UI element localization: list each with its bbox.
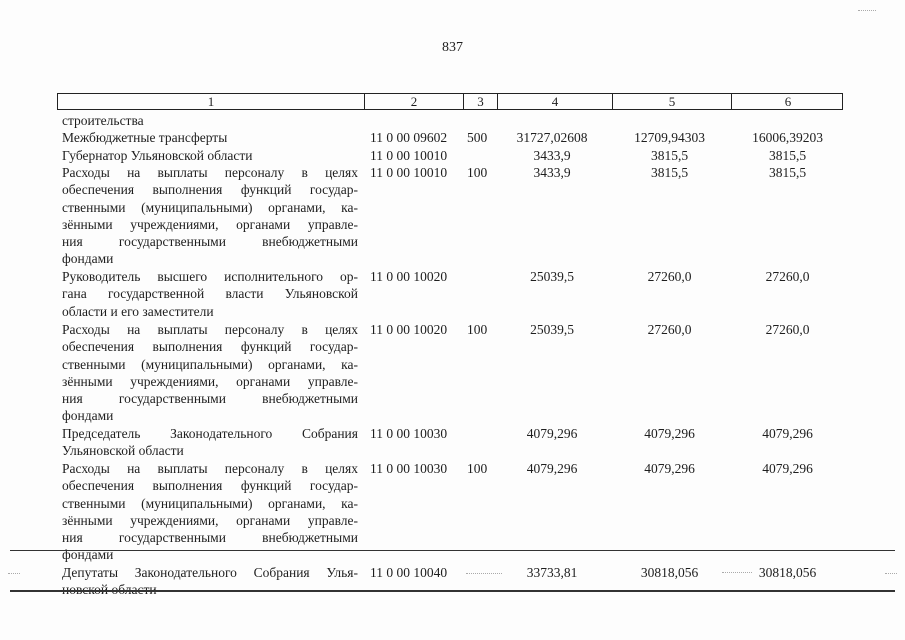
row-code: 11 0 00 09602 xyxy=(370,130,448,145)
row-vr: 500 xyxy=(467,130,488,145)
row-value-2024: 33733,81 xyxy=(526,565,578,580)
row-value-2025: 3815,5 xyxy=(650,165,689,180)
scan-mark xyxy=(466,573,502,574)
row-code: 11 0 00 10010 xyxy=(370,148,448,163)
row-value-2025: 12709,94303 xyxy=(634,130,705,145)
row-vr: 100 xyxy=(467,165,488,180)
row-name-line: Расходы на выплаты персоналу в целях xyxy=(62,322,358,337)
header-col-4: 4 xyxy=(497,94,612,109)
table-header xyxy=(57,93,843,110)
row-name-line: фондами xyxy=(62,251,114,267)
scan-mark xyxy=(858,10,876,11)
page-break-line xyxy=(10,590,895,592)
row-name xyxy=(62,460,358,564)
row-name xyxy=(62,564,358,599)
row-value-2024: 31727,02608 xyxy=(516,130,588,145)
row-name-line: зёнными учреждениями, органами управле- xyxy=(62,373,358,389)
row-code: 11 0 00 10020 xyxy=(370,322,448,337)
row-name-line: ния государственными внебюджетными xyxy=(62,391,358,407)
row-name-line: обеспечения выполнения функций государ- xyxy=(62,182,358,198)
row-name-line: обеспечения выполнения функций государ- xyxy=(62,478,358,494)
header-col-3: 3 xyxy=(463,94,497,109)
row-name xyxy=(62,425,358,460)
row-vr: 100 xyxy=(467,322,488,337)
row-name-line: ственными (муниципальными) органами, ка- xyxy=(62,356,358,372)
header-col-6: 6 xyxy=(731,94,844,109)
row-value-2025: 3815,5 xyxy=(650,148,689,163)
row-name xyxy=(62,268,358,320)
scan-mark xyxy=(8,573,20,574)
row-name-line: Губернатор Ульяновской области xyxy=(62,148,253,163)
row-value-2026: 4079,296 xyxy=(762,426,813,441)
row-value-2025: 30818,056 xyxy=(640,565,699,580)
row-name-line: Межбюджетные трансферты xyxy=(62,130,228,145)
scan-mark xyxy=(885,573,897,574)
row-name-line: фондами xyxy=(62,408,114,424)
row-name-line: Расходы на выплаты персоналу в целях xyxy=(62,165,358,180)
row-code: 11 0 00 10030 xyxy=(370,426,448,441)
row-name-line: строительства xyxy=(62,113,144,128)
row-value-2026: 3815,5 xyxy=(768,148,807,163)
row-name-line: новской области xyxy=(62,582,157,598)
row-name-line: Расходы на выплаты персоналу в целях xyxy=(62,461,358,476)
row-vr: 100 xyxy=(467,461,488,476)
row-value-2024: 25039,5 xyxy=(530,322,574,337)
row-name-line: фондами xyxy=(62,547,114,563)
row-value-2026: 16006,39203 xyxy=(752,130,823,145)
row-code: 11 0 00 10020 xyxy=(370,269,448,284)
row-name xyxy=(62,112,358,129)
row-name-line: ственными (муниципальными) органами, ка- xyxy=(62,495,358,511)
row-value-2026: 27260,0 xyxy=(765,322,810,337)
row-name xyxy=(62,164,358,268)
row-value-2024: 4079,296 xyxy=(526,426,578,441)
page-number: 837 xyxy=(442,40,463,55)
row-name-line: Руководитель высшего исполнительного ор- xyxy=(62,269,358,284)
row-value-2024: 25039,5 xyxy=(530,269,574,284)
page-break-line xyxy=(10,550,895,551)
row-name-line: обеспечения выполнения функций государ- xyxy=(62,339,358,355)
row-name xyxy=(62,129,358,146)
header-col-1: 1 xyxy=(207,94,215,109)
scan-mark xyxy=(722,572,752,573)
row-name-line: ственными (муниципальными) органами, ка- xyxy=(62,199,358,215)
header-col-2: 2 xyxy=(364,94,463,109)
row-name-line: Председатель Законодательного Собрания xyxy=(62,426,358,441)
row-value-2026: 3815,5 xyxy=(768,165,807,180)
row-value-2026: 4079,296 xyxy=(762,461,813,476)
row-value-2025: 27260,0 xyxy=(647,322,692,337)
row-name xyxy=(62,147,358,164)
row-name-line: зёнными учреждениями, органами управле- xyxy=(62,216,358,232)
row-value-2024: 3433,9 xyxy=(533,165,571,180)
row-value-2024: 4079,296 xyxy=(526,461,578,476)
row-code: 11 0 00 10010 xyxy=(370,165,448,180)
row-name-line: ния государственными внебюджетными xyxy=(62,530,358,546)
row-name-line: Депутаты Законодательного Собрания Улья- xyxy=(62,565,358,580)
row-value-2025: 27260,0 xyxy=(647,269,692,284)
row-code: 11 0 00 10040 xyxy=(370,565,448,580)
row-code: 11 0 00 10030 xyxy=(370,461,448,476)
row-name-line: гана государственной власти Ульяновской xyxy=(62,286,358,302)
row-value-2024: 3433,9 xyxy=(533,148,571,163)
row-name-line: ния государственными внебюджетными xyxy=(62,234,358,250)
row-value-2026: 27260,0 xyxy=(765,269,810,284)
row-name-line: Ульяновской области xyxy=(62,443,184,459)
row-value-2025: 4079,296 xyxy=(644,461,695,476)
row-name-line: зёнными учреждениями, органами управле- xyxy=(62,512,358,528)
header-col-5: 5 xyxy=(612,94,731,109)
row-value-2026: 30818,056 xyxy=(758,565,817,580)
row-name-line: области и его заместители xyxy=(62,303,214,319)
row-value-2025: 4079,296 xyxy=(644,426,695,441)
row-name xyxy=(62,321,358,425)
